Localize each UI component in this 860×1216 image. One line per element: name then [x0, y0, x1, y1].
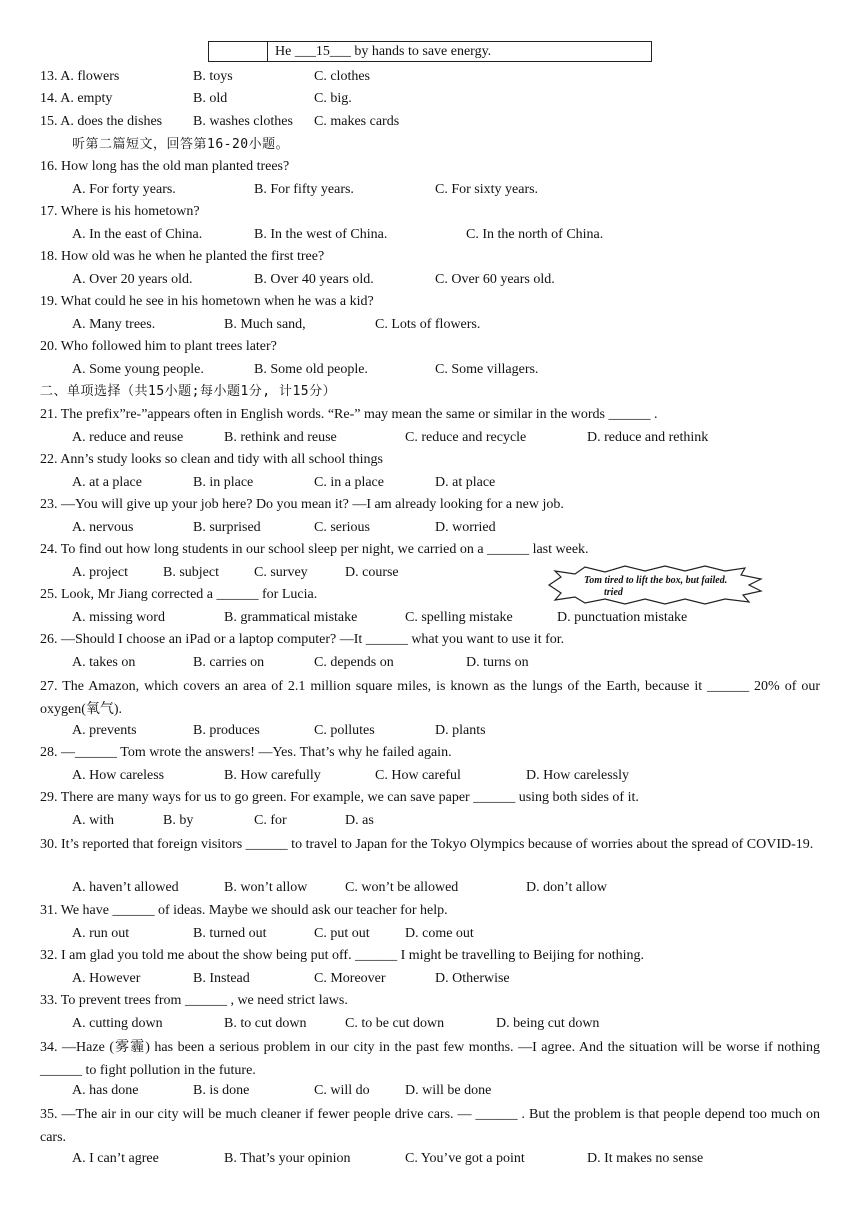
q30-option-a: A. haven’t allowed: [72, 880, 179, 895]
q16-option-c: C. For sixty years.: [435, 182, 539, 197]
q31-option-b: B. turned out: [193, 926, 267, 941]
question-24-stem: 24. To find out how long students in our school sleep per night, we carried on a ______ last week.: [40, 542, 589, 557]
q25-option-a: A. missing word: [72, 610, 165, 625]
question-33-stem: 33. To prevent trees from ______ , we need strict laws.: [40, 993, 348, 1008]
q18-option-a: A. Over 20 years old.: [72, 272, 193, 287]
q14-option-c: C. big.: [314, 91, 352, 106]
q19-option-b: B. Much sand,: [224, 317, 306, 332]
q31-option-c: C. put out: [314, 926, 370, 941]
question-26-stem: 26. —Should I choose an iPad or a laptop computer? —It ______ what you want to use it for.: [40, 632, 565, 647]
q19-option-a: A. Many trees.: [72, 317, 156, 332]
q24-option-d: D. course: [345, 565, 399, 580]
q28-option-d: D. How carelessly: [526, 768, 630, 783]
q25-option-c: C. spelling mistake: [405, 610, 513, 625]
q29-option-a: A. with: [72, 813, 114, 828]
q25-option-b: B. grammatical mistake: [224, 610, 358, 625]
correction-note-fix: tried: [604, 587, 623, 598]
q28-option-c: C. How careful: [375, 768, 461, 783]
q15-option-c: C. makes cards: [314, 114, 400, 129]
question-18-stem: 18. How old was he when he planted the first tree?: [40, 249, 325, 264]
q13-option-c: C. clothes: [314, 69, 370, 84]
q33-option-a: A. cutting down: [72, 1016, 163, 1031]
q15-option-b: B. washes clothes: [193, 114, 293, 129]
q20-option-c: C. Some villagers.: [435, 362, 539, 377]
q34-option-c: C. will do: [314, 1083, 370, 1098]
q24-option-c: C. survey: [254, 565, 308, 580]
question-15: 15. A. does the dishes: [40, 114, 163, 129]
question-25-stem: 25. Look, Mr Jiang corrected a ______ for Lucia.: [40, 587, 318, 602]
q27-option-b: B. produces: [193, 723, 260, 738]
q26-option-a: A. takes on: [72, 655, 136, 670]
question-34-stem: 34. —Haze (雾霾) has been a serious problem in our city in the past few months. —I agree. And the situation will be worse if nothing ______ to fight pollution in the future.: [40, 1040, 820, 1078]
question-14: 14. A. empty: [40, 91, 113, 106]
q21-option-b: B. rethink and reuse: [224, 430, 337, 445]
q22-option-c: C. in a place: [314, 475, 384, 490]
q32-option-d: D. Otherwise: [435, 971, 510, 986]
table-empty-cell: [209, 42, 268, 61]
q22-option-b: B. in place: [193, 475, 254, 490]
q35-option-c: C. You’ve got a point: [405, 1151, 525, 1166]
q27-option-a: A. prevents: [72, 723, 137, 738]
question-28-stem: 28. —______ Tom wrote the answers! —Yes. That’s why he failed again.: [40, 745, 452, 760]
q19-option-c: C. Lots of flowers.: [375, 317, 481, 332]
question-19-stem: 19. What could he see in his hometown when he was a kid?: [40, 294, 374, 309]
q30-option-b: B. won’t allow: [224, 880, 308, 895]
q35-option-b: B. That’s your opinion: [224, 1151, 351, 1166]
q33-option-d: D. being cut down: [496, 1016, 600, 1031]
q34-option-d: D. will be done: [405, 1083, 492, 1098]
q16-option-b: B. For fifty years.: [254, 182, 354, 197]
q27-option-d: D. plants: [435, 723, 486, 738]
q32-option-b: B. Instead: [193, 971, 250, 986]
question-17-stem: 17. Where is his hometown?: [40, 204, 200, 219]
table-text-cell: He ___15___ by hands to save energy.: [275, 44, 492, 59]
q21-option-d: D. reduce and rethink: [587, 430, 709, 445]
q26-option-b: B. carries on: [193, 655, 265, 670]
q30-option-d: D. don’t allow: [526, 880, 608, 895]
q28-option-b: B. How carefully: [224, 768, 321, 783]
q33-option-c: C. to be cut down: [345, 1016, 445, 1031]
q20-option-a: A. Some young people.: [72, 362, 204, 377]
question-32-stem: 32. I am glad you told me about the show being put off. ______ I might be travelling to Beijing for nothing.: [40, 948, 644, 963]
question-22-stem: 22. Ann’s study looks so clean and tidy with all school things: [40, 452, 383, 467]
q23-option-b: B. surprised: [193, 520, 261, 535]
question-35-stem: 35. —The air in our city will be much cleaner if fewer people drive cars. — ______ . But the problem is that people depend too much on cars.: [40, 1107, 820, 1145]
question-30-stem: 30. It’s reported that foreign visitors ______ to travel to Japan for the Tokyo Olympics because of worries about the spread of COVID-19.: [40, 837, 814, 852]
q22-option-a: A. at a place: [72, 475, 142, 490]
q35-option-a: A. I can’t agree: [72, 1151, 159, 1166]
q25-option-d: D. punctuation mistake: [557, 610, 688, 625]
q29-option-b: B. by: [163, 813, 194, 828]
q23-option-c: C. serious: [314, 520, 370, 535]
correction-note-sentence: Tom tired to lift the box, but failed.: [584, 575, 728, 586]
question-13: 13. A. flowers: [40, 69, 120, 84]
q34-option-a: A. has done: [72, 1083, 139, 1098]
q24-option-a: A. project: [72, 565, 128, 580]
q17-option-b: B. In the west of China.: [254, 227, 388, 242]
question-16-stem: 16. How long has the old man planted trees?: [40, 159, 290, 174]
q34-option-b: B. is done: [193, 1083, 250, 1098]
q30-option-c: C. won’t be allowed: [345, 880, 459, 895]
q18-option-c: C. Over 60 years old.: [435, 272, 555, 287]
q26-option-c: C. depends on: [314, 655, 394, 670]
q29-option-c: C. for: [254, 813, 287, 828]
q23-option-a: A. nervous: [72, 520, 134, 535]
q31-option-d: D. come out: [405, 926, 474, 941]
answer-table-row: [208, 41, 652, 62]
q14-option-b: B. old: [193, 91, 228, 106]
q33-option-b: B. to cut down: [224, 1016, 307, 1031]
question-20-stem: 20. Who followed him to plant trees later?: [40, 339, 277, 354]
q35-option-d: D. It makes no sense: [587, 1151, 704, 1166]
q18-option-b: B. Over 40 years old.: [254, 272, 374, 287]
q24-option-b: B. subject: [163, 565, 219, 580]
q21-option-c: C. reduce and recycle: [405, 430, 527, 445]
q27-option-c: C. pollutes: [314, 723, 375, 738]
q17-option-c: C. In the north of China.: [466, 227, 604, 242]
question-21-stem: 21. The prefix”re-”appears often in English words. “Re-” may mean the same or similar in the words ______ .: [40, 407, 658, 422]
q23-option-d: D. worried: [435, 520, 496, 535]
question-23-stem: 23. —You will give up your job here? Do you mean it? —I am already looking for a new job.: [40, 497, 564, 512]
question-29-stem: 29. There are many ways for us to go green. For example, we can save paper ______ using both sides of it.: [40, 790, 639, 805]
q16-option-a: A. For forty years.: [72, 182, 176, 197]
q31-option-a: A. run out: [72, 926, 130, 941]
q32-option-a: A. However: [72, 971, 141, 986]
passage-2-instruction: 听第二篇短文，回答第16-20小题。: [72, 137, 290, 152]
q22-option-d: D. at place: [435, 475, 496, 490]
q28-option-a: A. How careless: [72, 768, 165, 783]
q17-option-a: A. In the east of China.: [72, 227, 203, 242]
q21-option-a: A. reduce and reuse: [72, 430, 184, 445]
section-2-heading: 二、单项选择（共15小题;每小题1分, 计15分）: [40, 384, 337, 399]
q20-option-b: B. Some old people.: [254, 362, 368, 377]
q26-option-d: D. turns on: [466, 655, 529, 670]
q32-option-c: C. Moreover: [314, 971, 386, 986]
question-31-stem: 31. We have ______ of ideas. Maybe we should ask our teacher for help.: [40, 903, 448, 918]
q29-option-d: D. as: [345, 813, 374, 828]
question-27-stem: 27. The Amazon, which covers an area of 2.1 million square miles, is known as the lungs of the Earth, because it ______ 20% of our oxygen(氧气).: [40, 679, 820, 717]
q13-option-b: B. toys: [193, 69, 233, 84]
